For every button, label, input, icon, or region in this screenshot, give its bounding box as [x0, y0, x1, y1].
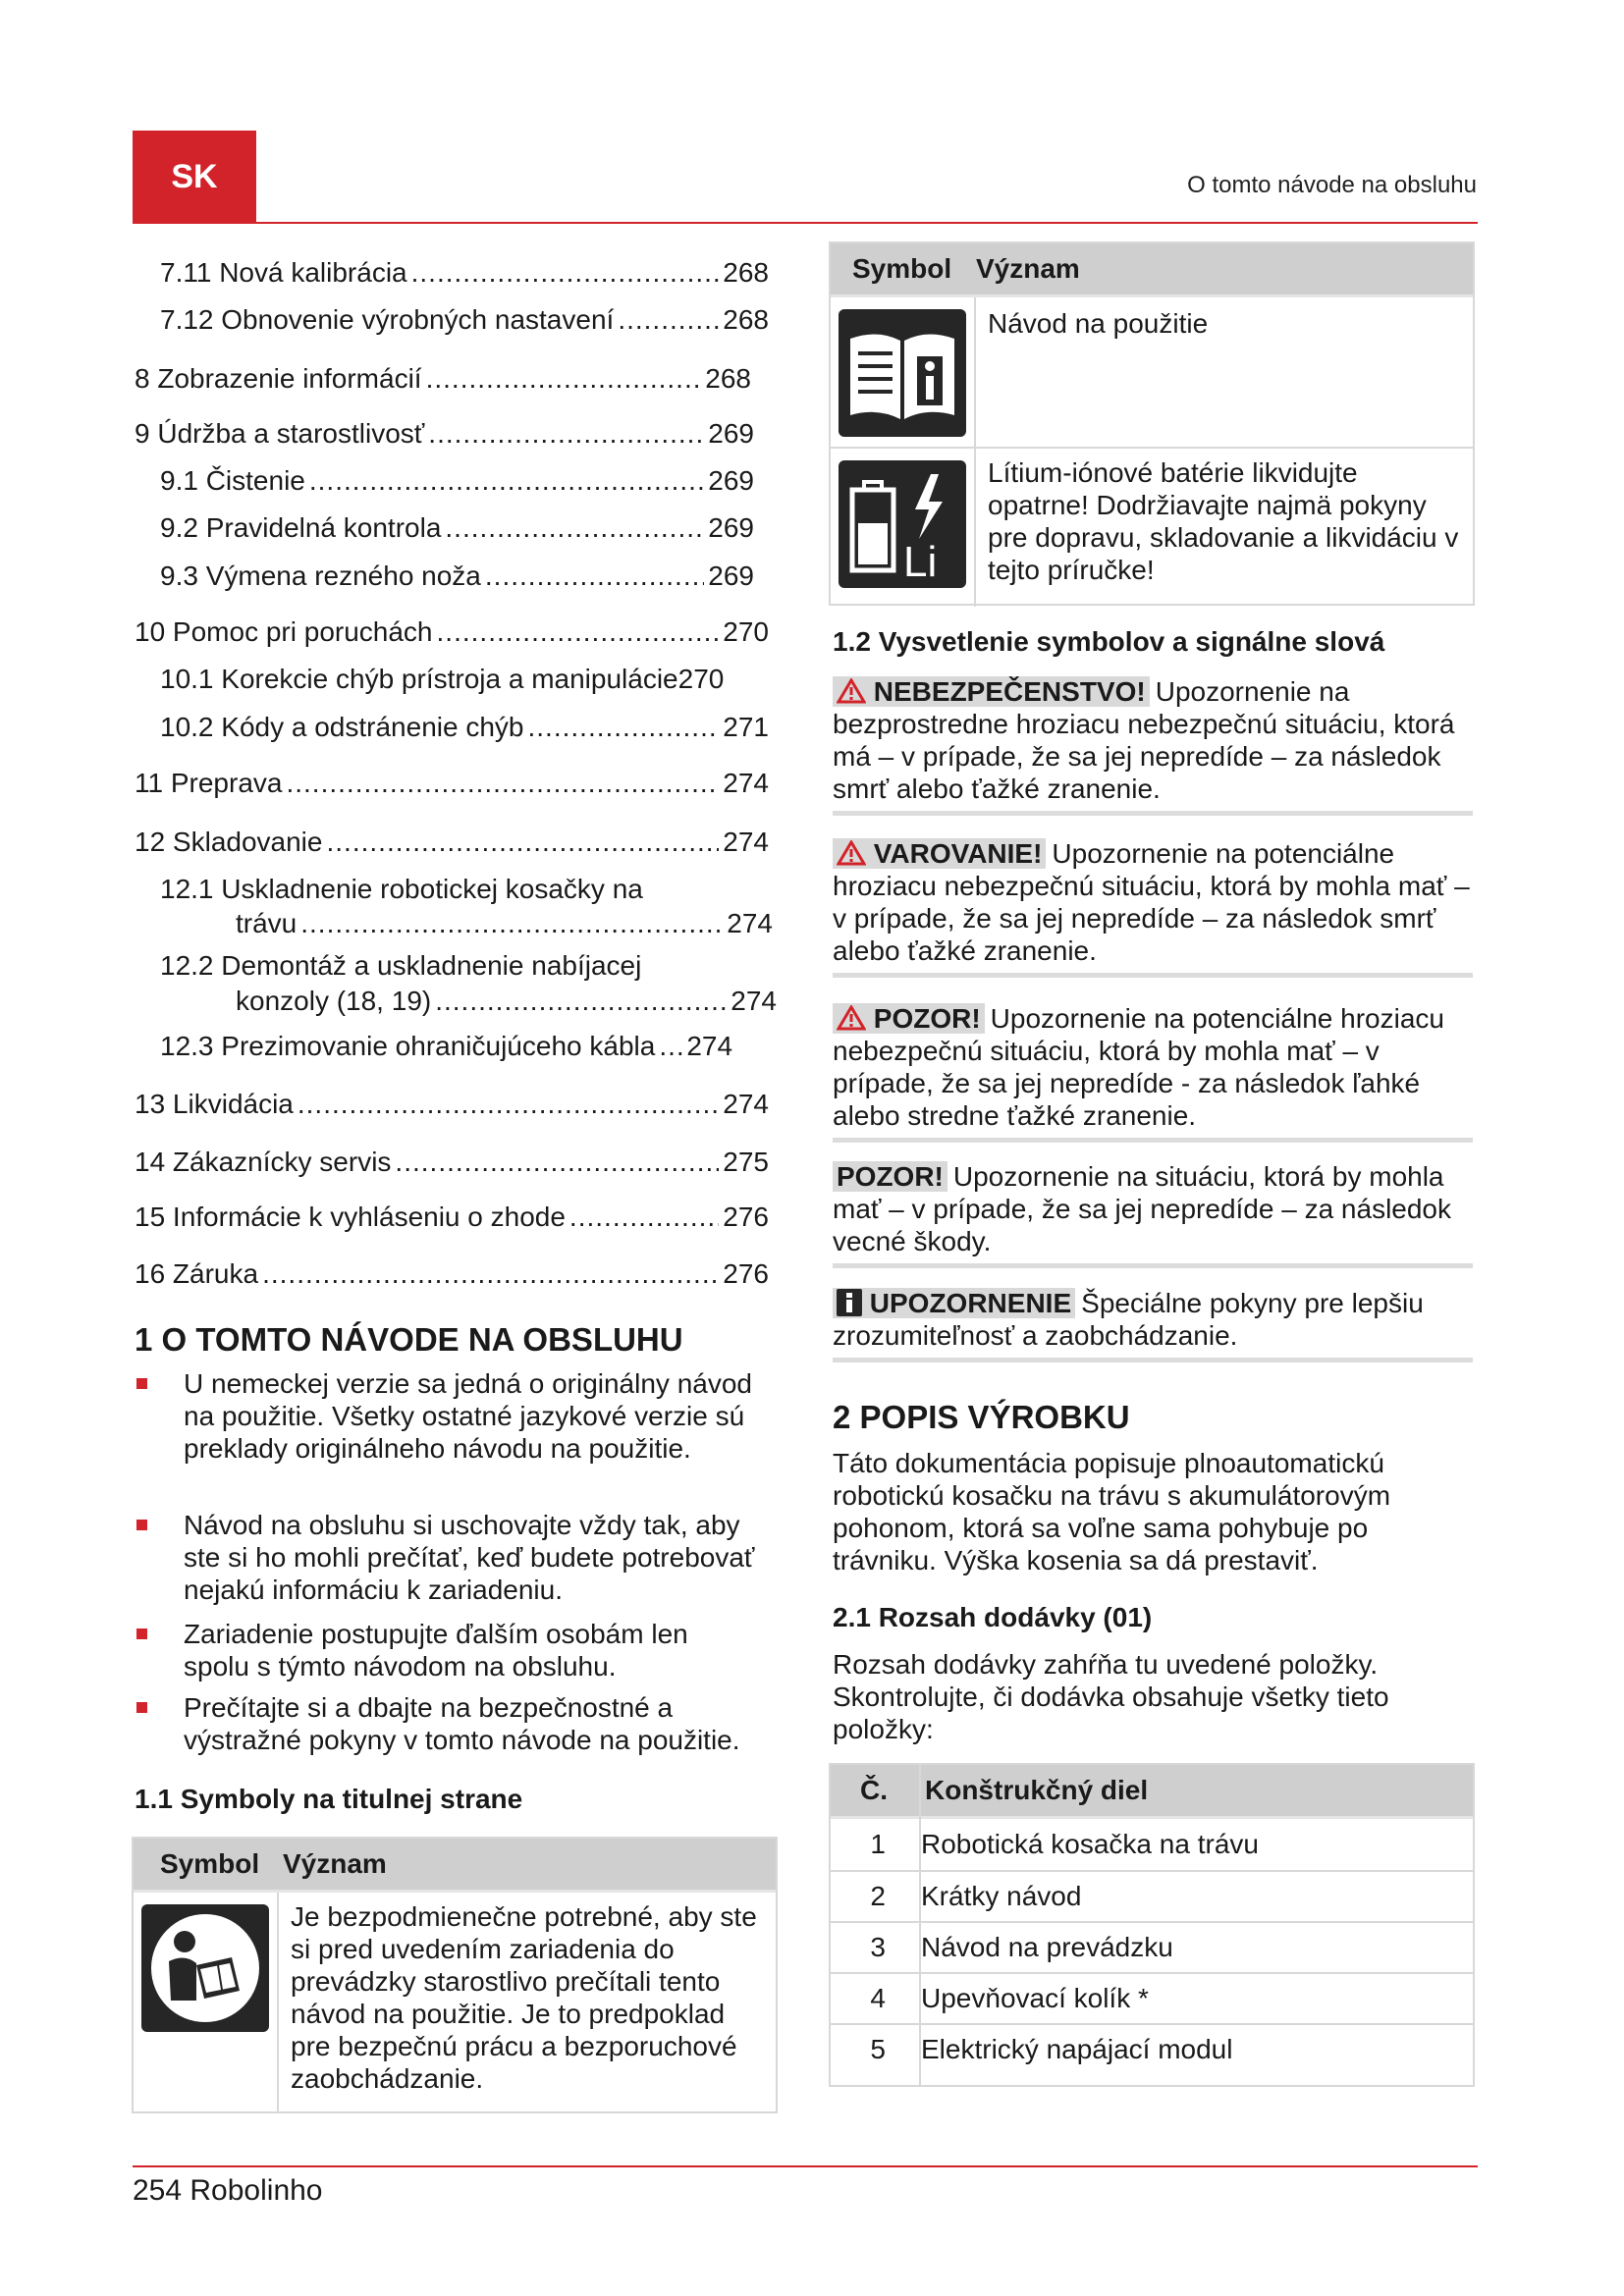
- toc-label: 10 Pomoc pri poruchách: [135, 616, 433, 647]
- toc-page: 271: [723, 712, 769, 742]
- bullet-square-icon: [136, 1378, 147, 1389]
- part-number: 3: [870, 1932, 886, 1962]
- signal-word-text: POZOR!: [837, 1161, 944, 1192]
- toc-page: 270: [677, 664, 725, 694]
- part-name: Návod na prevádzku: [921, 1932, 1173, 1962]
- toc-label: 7.11 Nová kalibrácia: [160, 257, 407, 288]
- toc-label: 14 Zákaznícky servis: [135, 1147, 392, 1177]
- meaning-text: Návod na použitie: [988, 308, 1209, 339]
- signal-divider: [833, 1263, 1473, 1268]
- signal-word-text: VAROVANIE!: [873, 838, 1043, 869]
- toc-label: 9.3 Výmena rezného noža: [160, 561, 481, 591]
- header-rule: [133, 222, 1478, 224]
- part-name: Krátky návod: [921, 1881, 1082, 1911]
- signal-caution: [833, 1002, 1473, 1143]
- signal-word: [833, 676, 1150, 707]
- toc-entry[interactable]: [135, 363, 751, 395]
- toc-label: 12.1 Uskladnenie robotickej kosačky na: [160, 874, 643, 904]
- toc-label: 10.1 Korekcie chýb prístroja a manipulácie: [160, 664, 678, 694]
- bullet-item: [135, 1367, 763, 1465]
- toc-label: 12.2 Demontáž a uskladnenie nabíjacej: [160, 950, 642, 981]
- part-number: 2: [870, 1881, 886, 1911]
- footer-page-label: 254 Robolinho: [133, 2174, 323, 2207]
- toc-label: 9 Údržba a starostlivosť: [135, 418, 425, 449]
- toc-label: 7.12 Obnovenie výrobných nastavení: [160, 304, 615, 335]
- toc-page: 274: [723, 827, 769, 857]
- th-part: Konštrukčný diel: [925, 1775, 1149, 1805]
- toc-page: 269: [708, 512, 754, 543]
- signal-divider: [833, 1138, 1473, 1143]
- toc-label: 10.2 Kódy a odstránenie chýb: [160, 712, 524, 742]
- bullet-text: Zariadenie postupujte ďalším osobám len spolu s týmto návodom na obsluhu.: [184, 1619, 688, 1682]
- toc-page: 268: [705, 363, 751, 394]
- toc-label: 16 Záruka: [135, 1258, 259, 1289]
- th-symbol: Symbol: [852, 253, 952, 284]
- toc-entry[interactable]: [160, 950, 769, 982]
- meaning-text: Lítium-iónové batérie likvidujte opatrne! Dodržiavajte najmä pokyny pre dopravu, skladovanie a likvidáciu v tejto príručke!: [988, 457, 1459, 585]
- toc-page: 274: [723, 768, 769, 798]
- section-2-heading: 2 POPIS VÝROBKU: [833, 1399, 1130, 1435]
- toc-page: 270: [723, 616, 769, 647]
- signal-word: [833, 1288, 1075, 1318]
- toc-entry[interactable]: [135, 1258, 769, 1290]
- symbol-cell: [831, 449, 976, 607]
- signal-word: [833, 1161, 947, 1192]
- part-number: 4: [870, 1983, 886, 2013]
- toc-entry[interactable]: [236, 908, 773, 939]
- table-header: [831, 1765, 1473, 1819]
- table-row: [831, 1870, 1473, 1921]
- battery-li-icon: [839, 460, 966, 588]
- toc-label: 12.3 Prezimovanie ohraničujúceho kábla: [160, 1031, 656, 1061]
- signal-divider: [833, 973, 1473, 978]
- table-row: [831, 1819, 1473, 1870]
- read-manual-icon: [141, 1904, 269, 2032]
- section-1-heading: 1 O TOMTO NÁVODE NA OBSLUHU: [135, 1321, 683, 1358]
- toc-page: 275: [723, 1147, 769, 1177]
- toc-entry[interactable]: [236, 986, 777, 1017]
- toc-label: 15 Informácie k vyhláseniu o zhode: [135, 1201, 566, 1232]
- table-row: [134, 1893, 776, 2112]
- toc-label: 12 Skladovanie: [135, 827, 323, 857]
- language-tab: SK: [133, 131, 256, 223]
- toc-page: 274: [686, 1031, 733, 1061]
- subsection-1-2-heading: 1.2 Vysvetlenie symbolov a signálne slová: [833, 626, 1385, 657]
- running-header-title: O tomto návode na obsluhu: [1187, 172, 1477, 198]
- signal-notice: [833, 1160, 1473, 1268]
- toc-page: 269: [708, 561, 754, 591]
- manual-info-icon: [839, 309, 966, 437]
- toc-entry[interactable]: [160, 304, 769, 336]
- toc-entry[interactable]: [135, 1201, 769, 1233]
- table-row: [831, 2023, 1473, 2074]
- table-header: [134, 1839, 776, 1893]
- toc-label: trávu: [236, 908, 298, 938]
- bullet-item: [135, 1618, 763, 1682]
- signal-text: Špeciálne pokyny pre lepšiu zrozumiteľnosť a zaobchádzanie.: [833, 1288, 1424, 1351]
- signal-danger: [833, 675, 1473, 823]
- toc-page: 269: [708, 465, 754, 496]
- toc-entry[interactable]: [135, 1089, 769, 1120]
- toc-label: konzoly (18, 19): [236, 986, 432, 1016]
- bullet-text: U nemeckej verzie sa jedná o originálny návod na použitie. Všetky ostatné jazykové verzie sú preklady originálneho návodu na použitie.: [184, 1368, 752, 1464]
- signal-word-text: NEBEZPEČENSTVO!: [873, 676, 1146, 707]
- toc-page: 276: [723, 1201, 769, 1232]
- toc-page: 274: [723, 1089, 769, 1119]
- toc-entry[interactable]: [135, 616, 769, 648]
- warning-triangle-icon: [837, 1005, 866, 1031]
- column-divider: [919, 1765, 921, 2085]
- toc-page: 268: [723, 257, 769, 288]
- footer-rule: [133, 2165, 1478, 2167]
- toc-entry[interactable]: [160, 561, 754, 592]
- toc-entry[interactable]: [135, 1147, 769, 1178]
- toc-entry[interactable]: [135, 827, 769, 858]
- bullet-item: [135, 1691, 763, 1756]
- bullet-item: [135, 1509, 763, 1606]
- part-number: 1: [870, 1829, 886, 1859]
- part-name: Robotická kosačka na trávu: [921, 1829, 1259, 1859]
- toc-label: 9.1 Čistenie: [160, 465, 305, 496]
- symbol-cell: [831, 297, 976, 447]
- table-row: [831, 297, 1473, 447]
- th-meaning: Význam: [976, 253, 1080, 284]
- toc-entry[interactable]: [160, 712, 769, 743]
- symbol-cell: [134, 1893, 279, 2112]
- parts-table: [829, 1763, 1475, 2087]
- toc-entry[interactable]: [160, 465, 754, 497]
- signal-text: Upozornenie na situáciu, ktorá by mohla mať – v prípade, že sa jej nepredíde – za následok vecné škody.: [833, 1161, 1451, 1256]
- toc-entry[interactable]: [160, 664, 769, 695]
- toc-page: 274: [727, 908, 773, 938]
- th-meaning: Význam: [283, 1848, 387, 1879]
- warning-triangle-icon: [837, 678, 866, 704]
- part-number: 5: [870, 2034, 886, 2064]
- bullet-text: Prečítajte si a dbajte na bezpečnostné a výstražné pokyny v tomto návode na použitie.: [184, 1692, 740, 1755]
- warning-triangle-icon: [837, 840, 866, 866]
- symbol-table-cover: [132, 1837, 778, 2113]
- signal-word: [833, 1003, 985, 1034]
- li-label: Li: [903, 538, 938, 586]
- signal-warning: [833, 837, 1473, 978]
- bullet-text: Návod na obsluhu si uschovajte vždy tak, aby ste si ho mohli prečítať, keď budete potrebovať nejakú informáciu k zariadeniu.: [184, 1510, 755, 1605]
- signal-info: [833, 1287, 1473, 1362]
- toc-entry[interactable]: [135, 418, 754, 450]
- table-row: [831, 1921, 1473, 1972]
- signal-word-text: UPOZORNENIE: [869, 1288, 1072, 1318]
- bullet-square-icon: [136, 1702, 147, 1713]
- signal-word: [833, 838, 1046, 869]
- signal-text: Upozornenie na bezprostredne hroziacu nebezpečnú situáciu, ktorá má – v prípade, že sa jej nepredíde – za následok smrť alebo ťažké zranenie.: [833, 676, 1455, 804]
- th-no: Č.: [860, 1775, 888, 1805]
- table-row: [831, 1972, 1473, 2023]
- symbol-table-right: [829, 241, 1475, 606]
- toc-entry[interactable]: [135, 768, 769, 799]
- signal-text: Upozornenie na potenciálne hroziacu nebezpečnú situáciu, ktorá by mohla mať – v prípade, že sa jej nepredíde - za následok ľahké alebo stredne ťažké zranenie.: [833, 1003, 1444, 1131]
- toc-label: 13 Likvidácia: [135, 1089, 294, 1119]
- subsection-1-1-heading: 1.1 Symboly na titulnej strane: [135, 1784, 523, 1814]
- bullet-square-icon: [136, 1629, 147, 1639]
- info-icon: [837, 1289, 862, 1316]
- toc-entry[interactable]: [160, 1031, 769, 1062]
- toc-entry[interactable]: [160, 257, 769, 289]
- bullet-square-icon: [136, 1520, 147, 1530]
- toc-label: 11 Preprava: [135, 768, 283, 798]
- toc-entry[interactable]: [160, 512, 754, 544]
- table-header: [831, 243, 1473, 297]
- th-symbol: Symbol: [160, 1848, 260, 1879]
- meaning-text: Je bezpodmienečne potrebné, aby ste si pred uvedením zariadenia do prevádzky starostlivo prečítali tento návod na použitie. Je to predpoklad pre bezpečnú prácu a bezporuchové zaobchádzanie.: [291, 1901, 757, 2094]
- signal-divider: [833, 811, 1473, 816]
- part-name: Upevňovací kolík *: [921, 1983, 1149, 2013]
- toc-page: 269: [708, 418, 754, 449]
- toc-page: 276: [723, 1258, 769, 1289]
- subsection-2-1-heading: 2.1 Rozsah dodávky (01): [833, 1602, 1153, 1632]
- toc-entry[interactable]: [160, 874, 769, 905]
- toc-page: 268: [723, 304, 769, 335]
- signal-word-text: POZOR!: [873, 1003, 981, 1034]
- toc-label: 8 Zobrazenie informácií: [135, 363, 422, 394]
- toc-page: 274: [731, 986, 777, 1016]
- part-name: Elektrický napájací modul: [921, 2034, 1233, 2064]
- subsection-2-1-text: Rozsah dodávky zahŕňa tu uvedené položky. Skontrolujte, či dodávka obsahuje všetky tieto položky:: [833, 1649, 1389, 1744]
- signal-text: Upozornenie na potenciálne hroziacu nebezpečnú situáciu, ktorá by mohla mať – v prípade, že sa jej nepredíde – za následok smrť alebo ťažké zranenie.: [833, 838, 1470, 966]
- toc-label: 9.2 Pravidelná kontrola: [160, 512, 442, 543]
- section-2-text: Táto dokumentácia popisuje plnoautomatickú robotickú kosačku na trávu s akumulátorovým pohonom, ktorá sa voľne sama pohybuje po trávniku. Výška kosenia sa dá prestaviť.: [833, 1448, 1391, 1575]
- signal-divider: [833, 1358, 1473, 1362]
- table-row: [831, 447, 1473, 607]
